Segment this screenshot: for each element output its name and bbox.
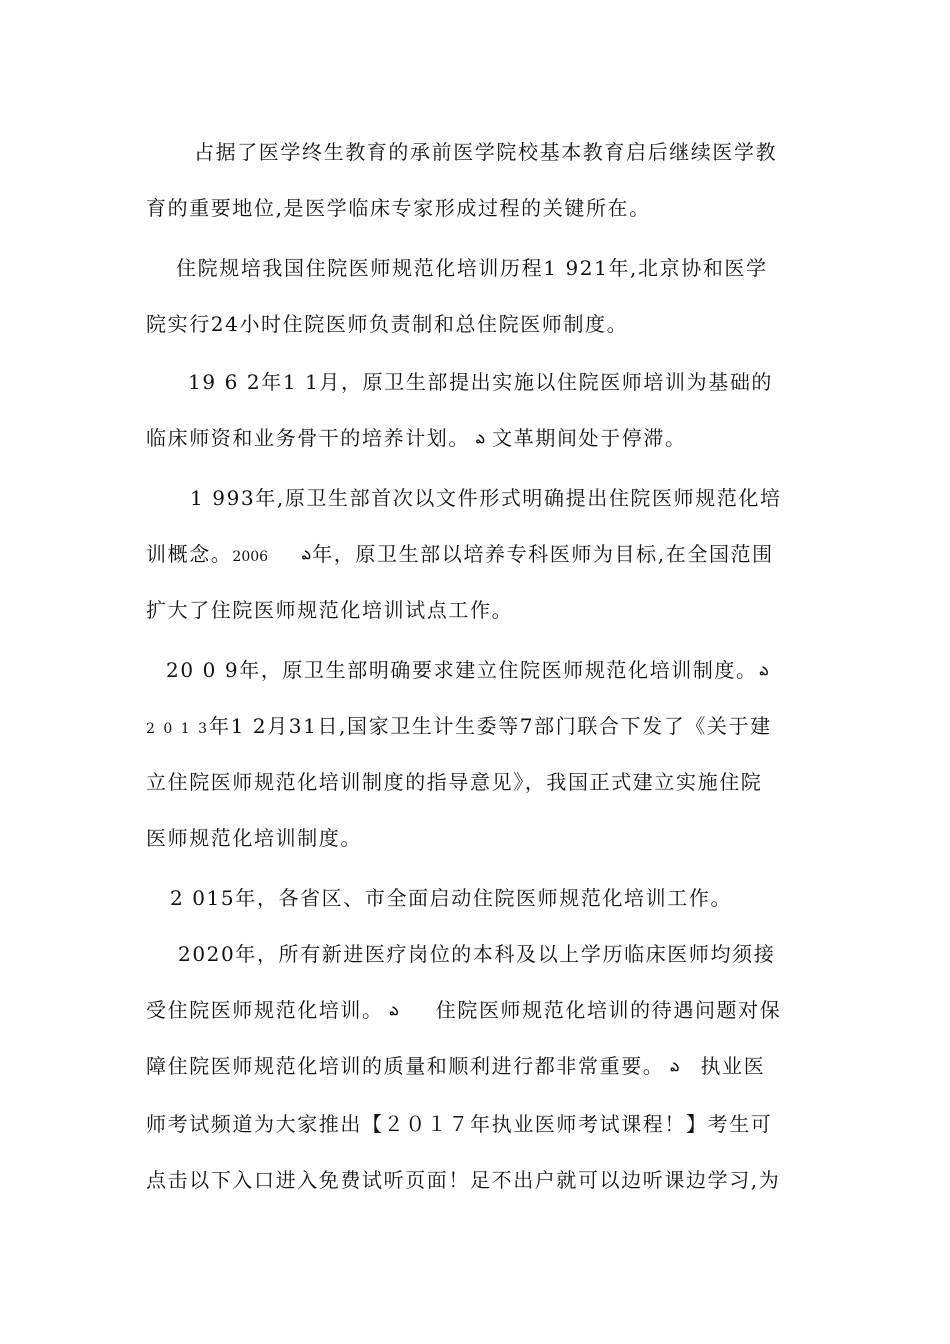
paragraph-7-line-2-text-b: 住院医师规范化培训的待遇问题对保 xyxy=(435,998,782,1022)
paragraph-marker-icon: ఎ xyxy=(389,1004,400,1018)
paragraph-3-line-1: 19 6 2年1 1月，原卫生部提出实施以住院医师培训为基础的 xyxy=(188,370,774,394)
paragraph-7-line-4: 师考试频道为大家推出【２０１７年执业医师考试课程！】考生可 xyxy=(146,1112,773,1136)
paragraph-7-line-5: 点击以下入口进入免费试听页面！足不出户就可以边听课边学习,为 xyxy=(146,1168,781,1192)
paragraph-marker-icon: ఎ xyxy=(670,1060,681,1074)
paragraph-4-line-3: 扩大了住院医师规范化培训试点工作。 xyxy=(146,598,514,622)
paragraph-4-line-1: 1 993年,原卫生部首次以文件形式明确提出住院医师规范化培 xyxy=(190,486,782,510)
paragraph-marker-icon: ఎ xyxy=(302,548,313,562)
paragraph-5-line-2 xyxy=(146,712,806,743)
paragraph-2-line-1: 住院规培我国住院医师规范化培训历程1 921年,北京协和医学 xyxy=(176,256,768,280)
paragraph-5-line-1 xyxy=(166,656,826,685)
paragraph-7-line-2-text-a: 受住院医师规范化培训。 xyxy=(146,998,384,1022)
paragraph-marker-icon: ఎ xyxy=(476,432,487,446)
paragraph-7-line-3-text-b: 执业医 xyxy=(700,1054,766,1078)
paragraph-6-line-1: 2 015年，各省区、市全面启动住院医师规范化培训工作。 xyxy=(170,886,733,910)
paragraph-4-line-2-year: 2006 xyxy=(232,549,269,565)
paragraph-5-line-2-text: 年1 2月31日,国家卫生计生委等7部门联合下发了《关于建 xyxy=(208,714,772,738)
paragraph-7-line-3 xyxy=(146,1052,806,1081)
paragraph-3-line-2-text-a: 临床师资和业务骨干的培养计划。 xyxy=(146,426,470,450)
paragraph-4-line-2 xyxy=(146,540,806,571)
paragraph-7-line-3-text-a: 障住院医师规范化培训的质量和顺利进行都非常重要。 xyxy=(146,1054,665,1078)
paragraph-4-line-2-text-a: 训概念。 xyxy=(146,542,233,566)
paragraph-2-line-2: 院实行24小时住院医师负责制和总住院医师制度。 xyxy=(146,312,629,336)
paragraph-5-line-2-year: 2 0 1 3 xyxy=(146,721,209,737)
paragraph-7-line-1: 2020年，所有新进医疗岗位的本科及以上学历临床医师均须接 xyxy=(178,942,776,966)
paragraph-5-line-3: 立住院医师规范化培训制度的指导意见》，我国正式建立实施住院 xyxy=(146,770,763,794)
paragraph-1-line-2: 育的重要地位,是医学临床专家形成过程的关键所在。 xyxy=(146,196,651,220)
paragraph-1-line-1: 占据了医学终生教育的承前医学院校基本教育启后继续医学教 xyxy=(194,140,778,164)
paragraph-3-line-2 xyxy=(146,424,806,453)
paragraph-4-line-2-text-c: 年，原卫生部以培养专科医师为目标,在全国范围 xyxy=(312,542,774,566)
paragraph-7-line-2 xyxy=(146,996,806,1025)
paragraph-3-line-2-text-b: 文革期间处于停滞。 xyxy=(492,426,687,450)
paragraph-marker-icon: ఎ xyxy=(759,664,770,678)
paragraph-5-line-4: 医师规范化培训制度。 xyxy=(146,826,362,850)
paragraph-5-line-1-text: 20 0 9年，原卫生部明确要求建立住院医师规范化培训制度。 xyxy=(166,658,758,682)
